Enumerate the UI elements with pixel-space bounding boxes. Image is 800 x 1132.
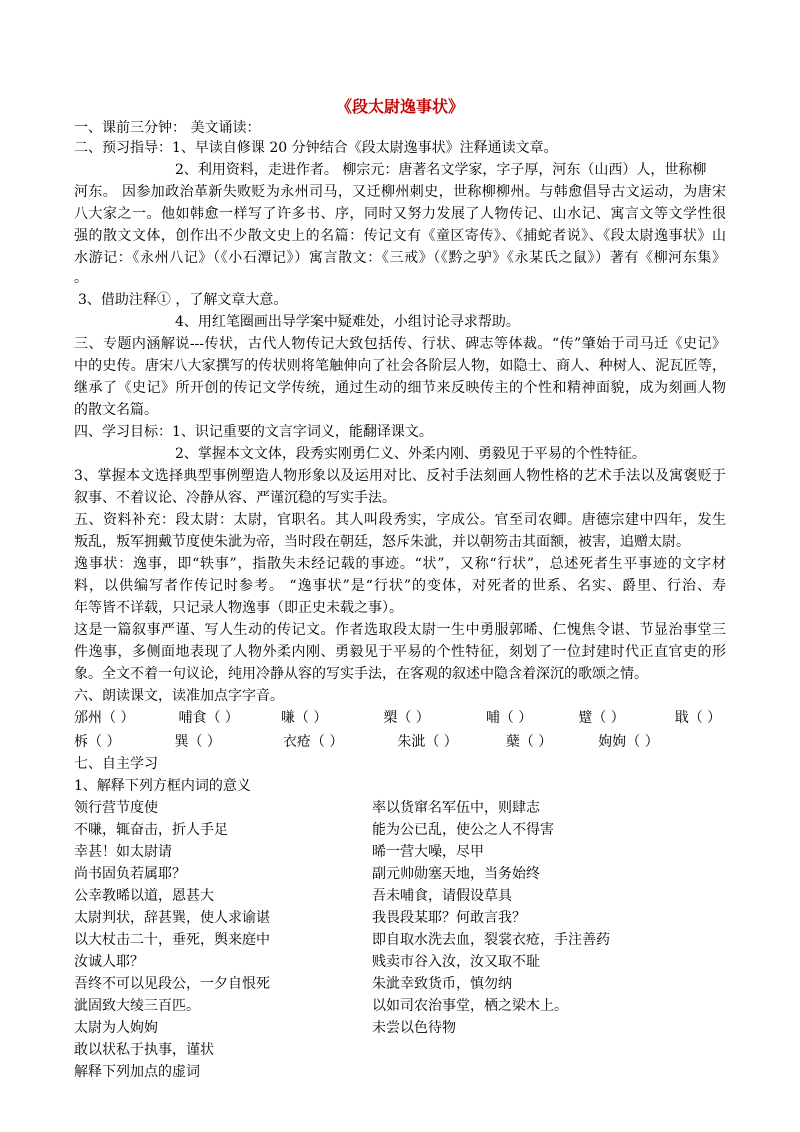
preview-guide-line: 二、预习指导：1、早读自修课 20 分钟结合《段太尉逸事状》注释通读文章。: [74, 140, 558, 156]
exercise-instruction: 1、解释下列方框内词的意义: [74, 778, 251, 794]
learning-goal-line: 2、掌握本文文体，段秀实刚勇仁义、外柔内刚、勇毅见于平易的个性特征。: [175, 446, 646, 462]
annotation-step: 3、借助注释① ，了解文章大意。: [78, 292, 288, 308]
exercise-phrase-right: 以如司农治事堂，栖之梁木上。: [372, 998, 568, 1014]
exercise-phrase-right: 晞一营大噪，尽甲: [372, 844, 484, 860]
supplement-line: 年等皆不详载，只记录人物逸事（即正史未载之事）。: [74, 600, 403, 616]
supplement-line: 叛乱，叛军拥戴节度使朱泚为帝，当时段在朝廷，怒斥朱泚，并以朝笏击其面额，被害，追赠太尉。: [74, 534, 690, 550]
author-text-line: 八大家之一。他如韩愈一样写了许多书、序，同时又努力发展了人物传记、山水记、寓言文等文学性很: [74, 206, 726, 222]
author-text-line: 河东。 因参加政治革新失败贬为永州司马，又迁柳州刺史，世称柳柳州。与韩愈倡导古文运动，为唐宋: [74, 184, 726, 200]
supplement-line: 象。全文不着一句议论，纯用冷静从容的写实手法，在客观的叙述中隐含着深沉的歌颂之情。: [74, 666, 648, 682]
learning-goal-line: 叙事、不着议论、冷静从容、严谨沉稳的写实手法。: [74, 490, 396, 506]
supplement-line: 这是一篇叙事严谨、写人生动的传记文。作者选取段太尉一生中勇服郭晞、仁愧焦令谌、节显治事堂三: [74, 622, 726, 638]
exercise-phrase-right: 吾未哺食，请假设草具: [372, 888, 512, 904]
exercise-phrase-right: 我畏段某耶？何敢言我？: [372, 910, 526, 926]
exercise-phrase-left: 不嗛，辄奋击，折人手足: [74, 822, 228, 838]
discussion-step: 4、用红笔圈画出导学案中疑难处，小组讨论寻求帮助。: [175, 314, 520, 330]
function-words-instruction: 解释下列加点的虚词: [74, 1064, 200, 1080]
pronunciation-item: 巽（ ）: [174, 734, 221, 750]
author-text-line: 水游记：《永州八记》（《小石潭记》）寓言散文：《三戒》（《黔之驴》《永某氏之鼠》）著有《柳河东集》: [74, 250, 726, 266]
exercise-phrase-right: 即自取水洗去血，裂裳衣疮，手注善药: [372, 932, 610, 948]
exercise-phrase-right: 未尝以色待物: [372, 1020, 456, 1036]
exercise-phrase-left: 太尉为人姁姁: [74, 1020, 158, 1036]
pronunciation-item: 柝（ ）: [74, 734, 121, 750]
pronunciation-item: 哺食（ ）: [178, 710, 239, 726]
exercise-phrase-left: 幸甚！如太尉请: [74, 844, 172, 860]
pre-class-line: 一、课前三分钟： 美文诵读：: [74, 120, 261, 136]
exercise-phrase-right: 率以货窜名军伍中，则肆志: [372, 800, 540, 816]
pronunciation-item: 嗛（ ）: [280, 710, 328, 726]
supplement-line: 逸事状：逸事，即“轶事”，指散失未经记载的事迹。“状”，又称“行状”，总述死者生平事迹的文字材: [74, 556, 726, 572]
pronunciation-item: 槊（ ）: [383, 710, 430, 726]
pronunciation-item: 邠州（ ）: [74, 710, 135, 726]
learning-goal-line: 四、学习目标：1、识记重要的文言字词义，能翻译课文。: [74, 424, 433, 440]
reading-heading: 六、朗读课文，读准加点字字音。: [74, 688, 284, 704]
exercise-phrase-right: 能为公已乱，使公之人不得害: [372, 822, 554, 838]
exercise-phrase-left: 泚固致大绫三百匹。: [74, 998, 200, 1014]
topic-explain-line: 三、专题内涵解说---传状，古代人物传记大致包括传、行状、碑志等体裁。“传”肇始于司马迁《史记》: [74, 336, 726, 352]
pronunciation-item: 戢（ ）: [674, 710, 722, 726]
pronunciation-item: 蘖（ ）: [505, 734, 553, 750]
author-text-line: 。: [74, 270, 88, 286]
pronunciation-item: 躄（ ）: [578, 710, 625, 726]
exercise-phrase-left: 领行营节度使: [74, 800, 158, 816]
supplement-line: 料，以供编写者作传记时参考。 “逸事状”是“行状”的变体，对死者的世系、名实、爵里、行治、寿: [74, 578, 726, 594]
learning-goal-line: 3、掌握本文选择典型事例塑造人物形象以及运用对比、反衬手法刻画人物性格的艺术手法以及寓褒贬于: [74, 468, 726, 484]
exercise-phrase-right: 贱卖市谷入汝，汝又取不耻: [372, 954, 540, 970]
pronunciation-item: 哺（ ）: [485, 710, 533, 726]
exercise-phrase-left: 公幸教晞以道，恩甚大: [74, 888, 214, 904]
pronunciation-item: 衣疮（ ）: [282, 734, 344, 750]
pronunciation-row: [74, 708, 754, 728]
exercise-phrase-left: 敢以状私于执事，谨状: [74, 1042, 214, 1058]
author-intro-line: 2、利用资料，走进作者。 柳宗元：唐著名文学家，字子厚，河东（山西）人，世称柳: [175, 162, 707, 178]
supplement-line: 五、资料补充：段太尉：太尉，官职名。其人叫段秀实，字成公。官至司农卿。唐德宗建中四年，发生: [74, 512, 726, 528]
exercise-phrase-left: 汝诚人耶？: [74, 954, 144, 970]
author-text-line: 强的散文文体，创作出不少散文史上的名篇：传记文有《童区寄传》、《捕蛇者说》、《段太尉逸事状》山: [74, 228, 726, 244]
exercise-phrase-left: 以大杖击二十，垂死，舆来庭中: [74, 932, 270, 948]
exercise-phrase-left: 太尉判状，辞甚巽，使人求谕谌: [74, 910, 270, 926]
topic-explain-line: 继承了《史记》所开创的传记文学传统，通过生动的细节来反映传主的个性和精神面貌，成为刻画人物: [74, 380, 726, 396]
exercise-phrase-left: 吾终不可以见段公，一夕自恨死: [74, 976, 270, 992]
exercise-phrase-left: 尚书固负若属耶？: [74, 866, 186, 882]
self-study-heading: 七、自主学习: [74, 756, 158, 772]
topic-explain-line: 的散文名篇。: [74, 402, 158, 418]
pronunciation-item: 朱泚（ ）: [397, 734, 458, 750]
pronunciation-row: [74, 732, 754, 752]
exercise-phrase-right: 副元帅勋塞天地，当务始终: [372, 866, 540, 882]
supplement-line: 件逸事，多侧面地表现了人物外柔内刚、勇毅见于平易的个性特征，刻划了一位封建时代正直官吏的形: [74, 644, 726, 660]
topic-explain-line: 中的史传。唐宋八大家撰写的传状则将笔触伸向了社会各阶层人物，如隐士、商人、种树人、泥瓦匠等，: [74, 358, 726, 374]
document-title: 《段太尉逸事状》: [335, 97, 464, 116]
pronunciation-item: 姁姁（ ）: [598, 734, 659, 750]
exercise-phrase-right: 朱泚幸致货币，慎勿纳: [372, 976, 512, 992]
